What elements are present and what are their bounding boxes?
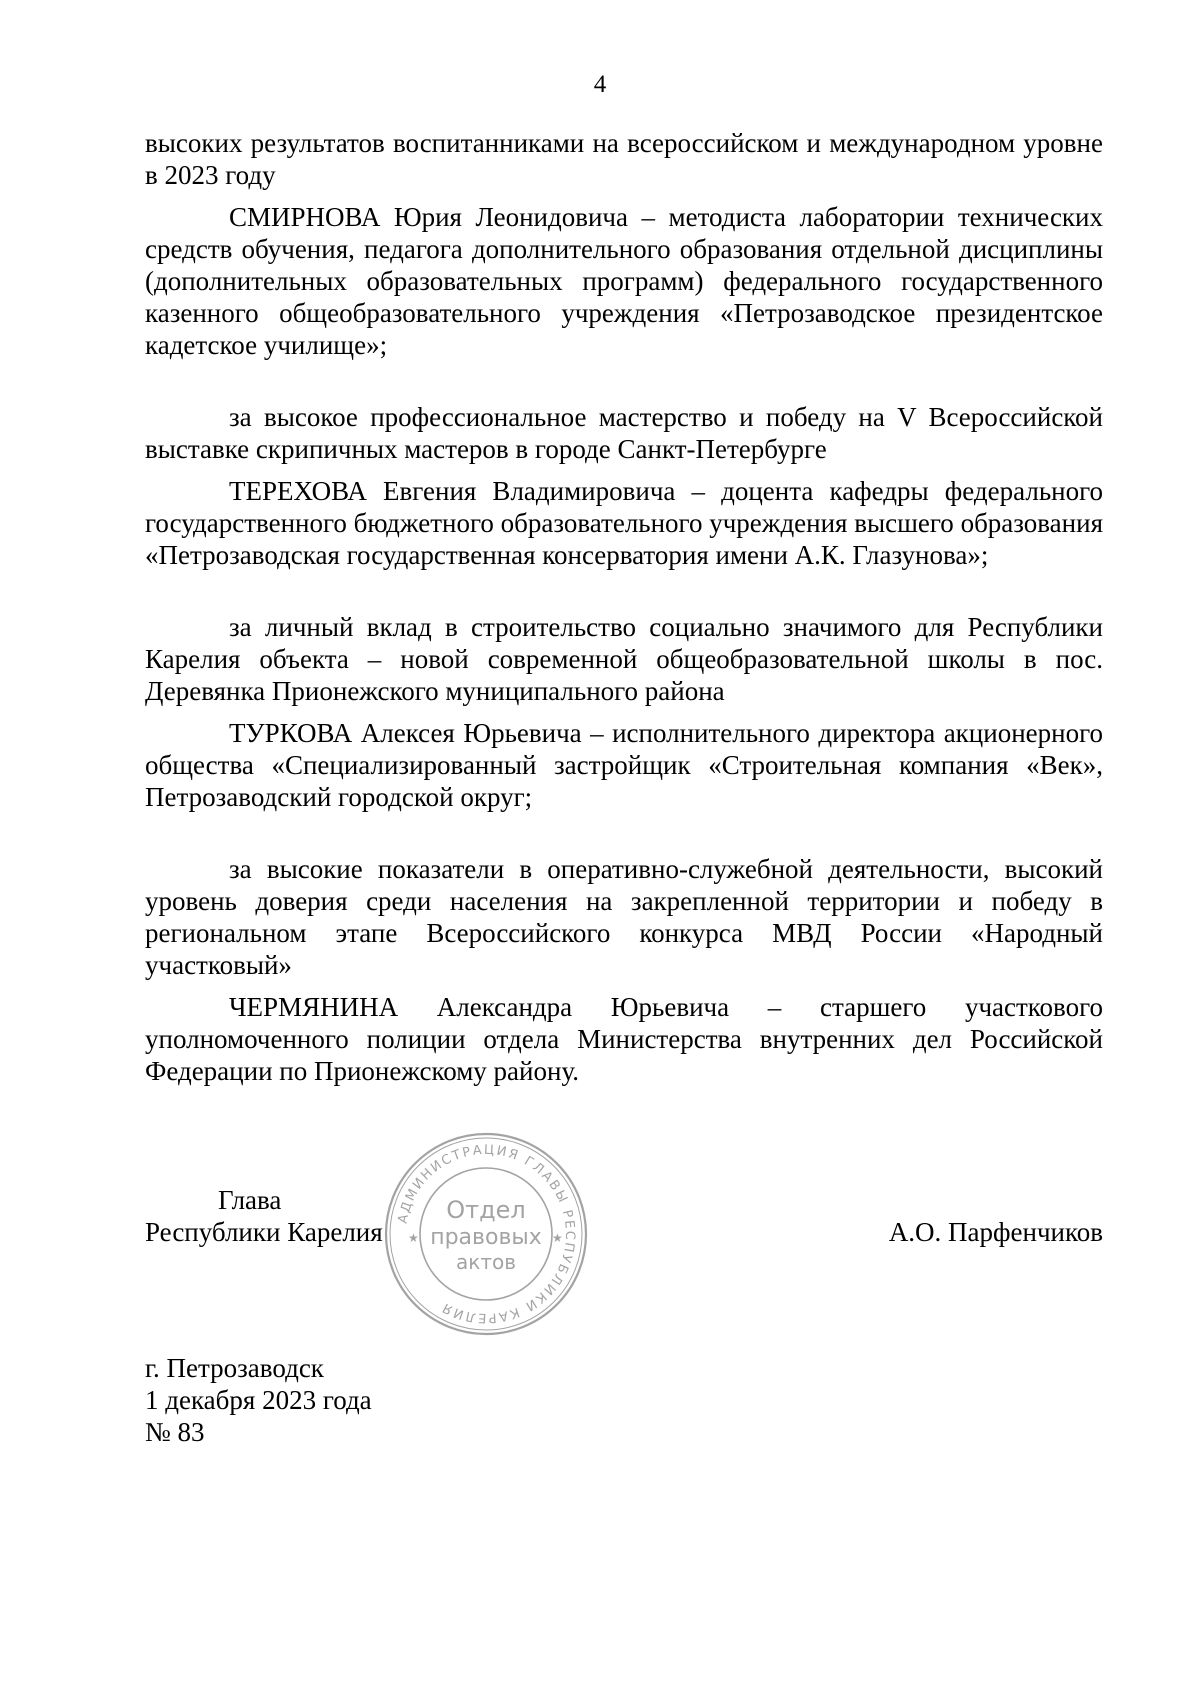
paragraph-awardee-terekhov: ТЕРЕХОВА Евгения Владимировича – доцента кафедры федерального государственного бюджетного образовательного учреждения высшего образования «Петрозаводская государственная консерватория имени А.К. Глазунова»; <box>145 476 1103 570</box>
paragraph-continuation: высоких результатов воспитанниками на всероссийском и международном уровне в 2023 году <box>145 128 1103 190</box>
signatory-organization: Республики Карелия <box>145 1217 383 1247</box>
signature-block <box>145 1184 1103 1264</box>
svg-text:АДМИНИСТРАЦИЯ ГЛАВЫ РЕСПУБЛИКИ: АДМИНИСТРАЦИЯ ГЛАВЫ РЕСПУБЛИКИ КАРЕЛИЯ <box>395 1142 578 1326</box>
issue-date: 1 декабря 2023 года <box>145 1385 372 1415</box>
document-number: № 83 <box>145 1417 205 1447</box>
document-footer <box>145 1352 372 1448</box>
page-number: 4 <box>593 71 607 98</box>
paragraph-awardee-smirnov: СМИРНОВА Юрия Леонидовича – методиста лаборатории технических средств обучения, педагога дополнительного образования отдельной дисциплины (дополнительных образовательных программ) федерального государственного казенного общеобразовательного учреждения «Петрозаводское президентское кадетское училище»; <box>145 202 1103 360</box>
svg-text:★: ★ <box>408 1231 419 1245</box>
svg-text:актов: актов <box>455 1250 517 1274</box>
svg-text:Отдел: Отдел <box>446 1196 526 1224</box>
signatory-title: Глава <box>218 1185 282 1215</box>
document-body <box>145 127 1103 1087</box>
signatory-name: А.О. Парфенчиков <box>888 1217 1103 1247</box>
paragraph-reason-school: за личный вклад в строительство социально значимого для Республики Карелия объекта – новой современной общеобразовательной школы в пос. Деревянка Прионежского муниципального района <box>145 612 1103 706</box>
paragraph-awardee-turkov: ТУРКОВА Алексея Юрьевича – исполнительного директора акционерного общества «Специализированный застройщик «Строительная компания «Век», Петрозаводский городской округ; <box>145 718 1103 812</box>
issue-city: г. Петрозаводск <box>145 1353 324 1383</box>
svg-text:правовых: правовых <box>430 1225 542 1250</box>
paragraph-reason-violin: за высокое профессиональное мастерство и победу на V Всероссийской выставке скрипичных мастеров в городе Санкт-Петербурге <box>145 402 1103 464</box>
paragraph-reason-police: за высокие показатели в оперативно-служебной деятельности, высокий уровень доверия среди населения на закрепленной территории и победу в региональном этапе Всероссийского конкурса МВД России «Народный участковый» <box>145 854 1103 980</box>
svg-text:★: ★ <box>552 1231 563 1245</box>
paragraph-awardee-chermyanin: ЧЕРМЯНИНА Александра Юрьевича – старшего участкового уполномоченного полиции отдела Министерства внутренних дел Российской Федерации по Прионежскому району. <box>145 992 1103 1086</box>
official-stamp <box>382 1130 590 1338</box>
